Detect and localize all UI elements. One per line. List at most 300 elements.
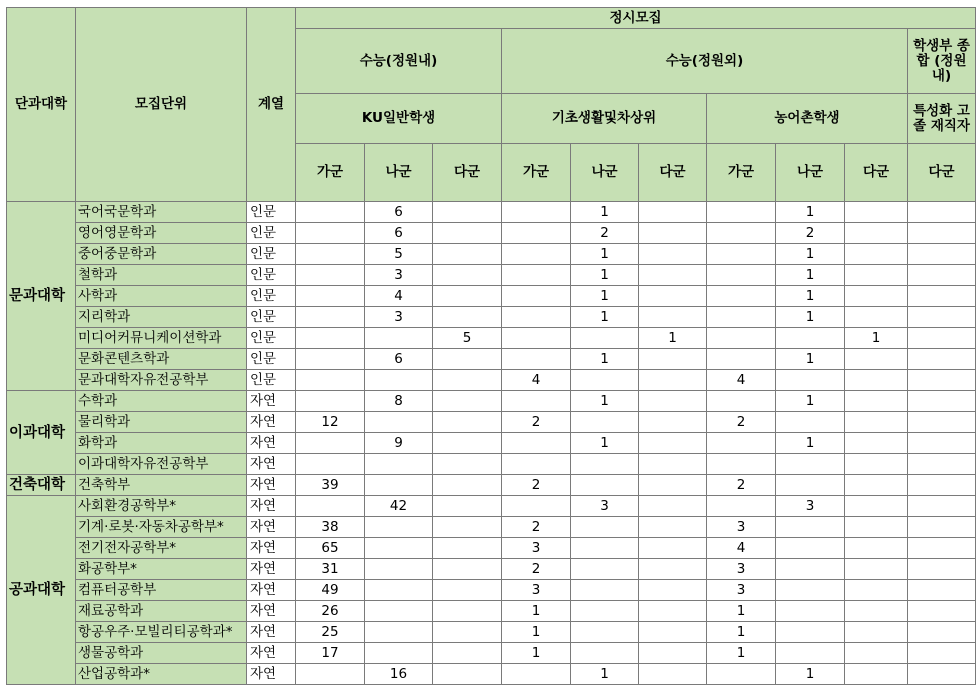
table-row [7, 601, 976, 622]
quota-cell [365, 454, 433, 475]
quota-cell: 4 [707, 370, 776, 391]
quota-cell: 65 [296, 538, 365, 559]
track-cell: 자연 [247, 391, 296, 412]
quota-cell [571, 517, 639, 538]
unit-name: 기계·로봇·자동차공학부* [76, 517, 247, 538]
quota-cell: 31 [296, 559, 365, 580]
table-row [7, 559, 976, 580]
unit-name: 문과대학자유전공학부 [76, 370, 247, 391]
unit-name: 항공우주·모빌리티공학과* [76, 622, 247, 643]
quota-cell [908, 349, 976, 370]
quota-cell [908, 496, 976, 517]
quota-cell: 1 [776, 391, 845, 412]
quota-cell [845, 244, 908, 265]
header-ga: 가군 [707, 144, 776, 202]
quota-cell: 6 [365, 202, 433, 223]
quota-cell [433, 454, 502, 475]
quota-cell [639, 349, 707, 370]
quota-cell [776, 517, 845, 538]
quota-cell [433, 412, 502, 433]
track-cell: 자연 [247, 643, 296, 664]
quota-cell: 1 [776, 664, 845, 685]
quota-cell [845, 601, 908, 622]
quota-cell [365, 538, 433, 559]
quota-cell [296, 265, 365, 286]
quota-cell: 1 [776, 286, 845, 307]
quota-cell: 1 [571, 265, 639, 286]
quota-cell [502, 307, 571, 328]
quota-cell [502, 202, 571, 223]
quota-cell [845, 538, 908, 559]
quota-cell [908, 580, 976, 601]
quota-cell [365, 370, 433, 391]
unit-name: 사회환경공학부* [76, 496, 247, 517]
table-body [7, 202, 976, 685]
header-ga: 가군 [296, 144, 365, 202]
header-ga: 가군 [502, 144, 571, 202]
header-unit: 모집단위 [76, 8, 247, 202]
quota-cell [433, 643, 502, 664]
quota-cell: 26 [296, 601, 365, 622]
quota-cell [707, 454, 776, 475]
quota-cell: 2 [502, 559, 571, 580]
header-track: 계열 [247, 8, 296, 202]
quota-cell [908, 517, 976, 538]
track-cell: 자연 [247, 433, 296, 454]
unit-name: 미디어커뮤니케이션학과 [76, 328, 247, 349]
quota-cell [571, 559, 639, 580]
unit-name: 생물공학과 [76, 643, 247, 664]
quota-cell [502, 244, 571, 265]
quota-cell: 5 [433, 328, 502, 349]
quota-cell: 12 [296, 412, 365, 433]
unit-name: 컴퓨터공학부 [76, 580, 247, 601]
quota-cell [845, 643, 908, 664]
quota-cell [502, 664, 571, 685]
quota-cell [707, 496, 776, 517]
unit-name: 중어중문학과 [76, 244, 247, 265]
quota-cell [908, 412, 976, 433]
header-suneung-out: 수능(정원외) [502, 29, 908, 94]
quota-cell [502, 391, 571, 412]
quota-cell: 4 [707, 538, 776, 559]
table-row [7, 265, 976, 286]
track-cell: 자연 [247, 517, 296, 538]
quota-cell [908, 223, 976, 244]
quota-cell [776, 370, 845, 391]
quota-cell: 3 [707, 517, 776, 538]
quota-cell [502, 349, 571, 370]
quota-cell [776, 475, 845, 496]
college-name: 문과대학 [7, 202, 76, 391]
quota-cell: 2 [502, 517, 571, 538]
quota-cell [639, 622, 707, 643]
table-row [7, 286, 976, 307]
quota-cell [707, 223, 776, 244]
quota-cell: 3 [707, 580, 776, 601]
quota-cell [571, 412, 639, 433]
quota-cell [908, 244, 976, 265]
quota-cell [845, 454, 908, 475]
table-row [7, 664, 976, 685]
table-row [7, 496, 976, 517]
quota-cell [433, 307, 502, 328]
quota-cell: 1 [571, 307, 639, 328]
quota-cell [639, 517, 707, 538]
quota-cell: 1 [571, 664, 639, 685]
quota-cell [908, 622, 976, 643]
quota-cell [707, 286, 776, 307]
quota-cell [296, 202, 365, 223]
quota-cell [296, 391, 365, 412]
quota-cell: 1 [502, 643, 571, 664]
quota-cell [845, 664, 908, 685]
quota-cell [296, 244, 365, 265]
unit-name: 재료공학과 [76, 601, 247, 622]
quota-cell: 2 [707, 475, 776, 496]
quota-cell [707, 664, 776, 685]
quota-cell [433, 223, 502, 244]
quota-cell: 4 [502, 370, 571, 391]
quota-cell [365, 517, 433, 538]
quota-cell [571, 370, 639, 391]
quota-cell [433, 391, 502, 412]
track-cell: 자연 [247, 622, 296, 643]
quota-cell [365, 559, 433, 580]
quota-cell [845, 391, 908, 412]
header-da: 다군 [433, 144, 502, 202]
quota-cell [639, 223, 707, 244]
quota-cell [296, 286, 365, 307]
quota-cell [845, 433, 908, 454]
quota-cell [845, 559, 908, 580]
quota-cell: 1 [707, 643, 776, 664]
quota-cell [433, 433, 502, 454]
quota-cell [639, 370, 707, 391]
header-ku-general: KU일반학생 [296, 94, 502, 144]
quota-cell [502, 265, 571, 286]
quota-cell [845, 307, 908, 328]
quota-cell: 1 [845, 328, 908, 349]
track-cell: 인문 [247, 328, 296, 349]
quota-cell [908, 538, 976, 559]
quota-cell [639, 433, 707, 454]
track-cell: 자연 [247, 559, 296, 580]
table-row [7, 475, 976, 496]
header-college: 단과대학 [7, 8, 76, 202]
quota-cell [776, 412, 845, 433]
header-specialized: 특성화 고졸 재직자 [908, 94, 976, 144]
quota-cell [571, 538, 639, 559]
quota-cell [845, 370, 908, 391]
quota-cell [433, 475, 502, 496]
header-basic-living: 기초생활및차상위 [502, 94, 707, 144]
quota-cell [296, 370, 365, 391]
quota-cell: 17 [296, 643, 365, 664]
quota-cell [776, 601, 845, 622]
quota-cell [365, 622, 433, 643]
unit-name: 전기전자공학부* [76, 538, 247, 559]
college-name: 이과대학 [7, 391, 76, 475]
quota-cell [908, 601, 976, 622]
quota-cell: 1 [776, 244, 845, 265]
quota-cell [707, 328, 776, 349]
quota-cell [365, 412, 433, 433]
quota-cell [845, 265, 908, 286]
quota-cell: 3 [571, 496, 639, 517]
quota-cell: 3 [365, 307, 433, 328]
table-row [7, 643, 976, 664]
quota-cell [845, 286, 908, 307]
quota-cell: 1 [571, 244, 639, 265]
quota-cell [908, 202, 976, 223]
header-comprehensive: 학생부 종합 (정원내) [908, 29, 976, 94]
track-cell: 인문 [247, 286, 296, 307]
quota-cell [571, 475, 639, 496]
quota-cell [639, 244, 707, 265]
quota-cell [639, 601, 707, 622]
track-cell: 자연 [247, 496, 296, 517]
quota-cell [707, 265, 776, 286]
quota-cell [502, 286, 571, 307]
header-suneung-in: 수능(정원내) [296, 29, 502, 94]
quota-cell: 8 [365, 391, 433, 412]
quota-cell: 1 [639, 328, 707, 349]
quota-cell [776, 454, 845, 475]
quota-cell [776, 538, 845, 559]
quota-cell [908, 265, 976, 286]
quota-cell [908, 286, 976, 307]
quota-cell [365, 601, 433, 622]
header-da: 다군 [639, 144, 707, 202]
quota-cell [908, 664, 976, 685]
quota-cell: 5 [365, 244, 433, 265]
quota-cell [296, 496, 365, 517]
quota-cell [296, 433, 365, 454]
quota-cell: 1 [571, 202, 639, 223]
quota-cell: 6 [365, 223, 433, 244]
track-cell: 인문 [247, 223, 296, 244]
quota-cell [908, 370, 976, 391]
quota-cell [433, 496, 502, 517]
quota-cell [908, 559, 976, 580]
track-cell: 인문 [247, 265, 296, 286]
quota-cell [908, 391, 976, 412]
quota-cell [571, 454, 639, 475]
quota-cell [639, 475, 707, 496]
quota-cell [433, 580, 502, 601]
quota-cell: 1 [571, 349, 639, 370]
quota-cell [433, 349, 502, 370]
quota-cell [776, 559, 845, 580]
quota-cell [639, 265, 707, 286]
track-cell: 자연 [247, 664, 296, 685]
quota-cell [639, 643, 707, 664]
quota-cell: 1 [707, 622, 776, 643]
quota-cell: 1 [502, 622, 571, 643]
quota-cell [296, 328, 365, 349]
quota-cell [776, 580, 845, 601]
quota-cell [571, 601, 639, 622]
quota-cell [776, 328, 845, 349]
unit-name: 이과대학자유전공학부 [76, 454, 247, 475]
college-name: 공과대학 [7, 496, 76, 685]
unit-name: 국어국문학과 [76, 202, 247, 223]
quota-cell [845, 202, 908, 223]
track-cell: 자연 [247, 412, 296, 433]
quota-cell [707, 349, 776, 370]
quota-cell: 42 [365, 496, 433, 517]
unit-name: 지리학과 [76, 307, 247, 328]
table-header [7, 8, 976, 202]
unit-name: 영어영문학과 [76, 223, 247, 244]
quota-cell [908, 433, 976, 454]
quota-cell: 9 [365, 433, 433, 454]
quota-cell [845, 412, 908, 433]
quota-cell: 6 [365, 349, 433, 370]
quota-cell [433, 370, 502, 391]
quota-cell [845, 622, 908, 643]
quota-cell [845, 475, 908, 496]
track-cell: 인문 [247, 244, 296, 265]
quota-cell [908, 307, 976, 328]
quota-cell: 2 [502, 475, 571, 496]
quota-cell [571, 643, 639, 664]
track-cell: 자연 [247, 538, 296, 559]
quota-cell [845, 517, 908, 538]
quota-cell [571, 328, 639, 349]
quota-cell [365, 328, 433, 349]
quota-cell [571, 580, 639, 601]
quota-cell [296, 454, 365, 475]
header-na: 나군 [776, 144, 845, 202]
quota-cell: 39 [296, 475, 365, 496]
track-cell: 인문 [247, 202, 296, 223]
quota-cell [365, 475, 433, 496]
quota-cell [707, 433, 776, 454]
table-row [7, 433, 976, 454]
unit-name: 화공학부* [76, 559, 247, 580]
quota-cell [433, 265, 502, 286]
quota-cell [639, 202, 707, 223]
quota-cell [433, 202, 502, 223]
quota-cell [365, 580, 433, 601]
quota-cell [502, 433, 571, 454]
header-da: 다군 [908, 144, 976, 202]
table-row [7, 223, 976, 244]
quota-cell [908, 475, 976, 496]
quota-cell [845, 349, 908, 370]
quota-cell [639, 538, 707, 559]
quota-cell [707, 202, 776, 223]
table-row [7, 349, 976, 370]
track-cell: 인문 [247, 307, 296, 328]
quota-cell [776, 622, 845, 643]
quota-cell: 1 [776, 349, 845, 370]
quota-cell [365, 643, 433, 664]
quota-cell: 49 [296, 580, 365, 601]
table-row [7, 244, 976, 265]
header-na: 나군 [365, 144, 433, 202]
unit-name: 물리학과 [76, 412, 247, 433]
quota-cell [639, 454, 707, 475]
unit-name: 산업공학과* [76, 664, 247, 685]
table-row [7, 517, 976, 538]
table-row [7, 622, 976, 643]
quota-cell: 1 [502, 601, 571, 622]
quota-cell [433, 559, 502, 580]
unit-name: 화학과 [76, 433, 247, 454]
quota-cell [502, 496, 571, 517]
quota-cell: 1 [707, 601, 776, 622]
track-cell: 자연 [247, 580, 296, 601]
quota-cell: 3 [776, 496, 845, 517]
quota-cell [908, 454, 976, 475]
track-cell: 자연 [247, 475, 296, 496]
track-cell: 인문 [247, 349, 296, 370]
quota-cell [639, 391, 707, 412]
college-name: 건축대학 [7, 475, 76, 496]
quota-cell [296, 664, 365, 685]
table-row [7, 307, 976, 328]
quota-cell [571, 622, 639, 643]
quota-cell [845, 496, 908, 517]
quota-cell: 2 [707, 412, 776, 433]
quota-cell [639, 664, 707, 685]
quota-cell [845, 223, 908, 244]
unit-name: 사학과 [76, 286, 247, 307]
quota-cell [639, 580, 707, 601]
quota-cell [433, 664, 502, 685]
quota-cell: 1 [571, 391, 639, 412]
quota-cell [502, 328, 571, 349]
quota-cell [433, 286, 502, 307]
table-row [7, 412, 976, 433]
quota-cell [433, 538, 502, 559]
header-rural: 농어촌학생 [707, 94, 908, 144]
quota-cell: 4 [365, 286, 433, 307]
quota-cell [908, 328, 976, 349]
quota-cell [296, 349, 365, 370]
quota-cell: 25 [296, 622, 365, 643]
quota-cell [639, 307, 707, 328]
unit-name: 건축학부 [76, 475, 247, 496]
quota-cell: 3 [707, 559, 776, 580]
quota-cell [639, 286, 707, 307]
track-cell: 자연 [247, 454, 296, 475]
quota-cell: 2 [776, 223, 845, 244]
table-row [7, 370, 976, 391]
quota-cell [502, 223, 571, 244]
table-row [7, 202, 976, 223]
quota-cell: 3 [502, 538, 571, 559]
quota-cell [296, 307, 365, 328]
header-na: 나군 [571, 144, 639, 202]
quota-cell [433, 244, 502, 265]
quota-cell: 1 [776, 265, 845, 286]
quota-cell: 3 [502, 580, 571, 601]
unit-name: 철학과 [76, 265, 247, 286]
quota-cell [707, 307, 776, 328]
quota-cell [433, 622, 502, 643]
track-cell: 자연 [247, 601, 296, 622]
unit-name: 수학과 [76, 391, 247, 412]
table-row [7, 391, 976, 412]
quota-cell [433, 601, 502, 622]
header-regular-admission: 정시모집 [296, 8, 976, 29]
unit-name: 문화콘텐츠학과 [76, 349, 247, 370]
table-row [7, 580, 976, 601]
